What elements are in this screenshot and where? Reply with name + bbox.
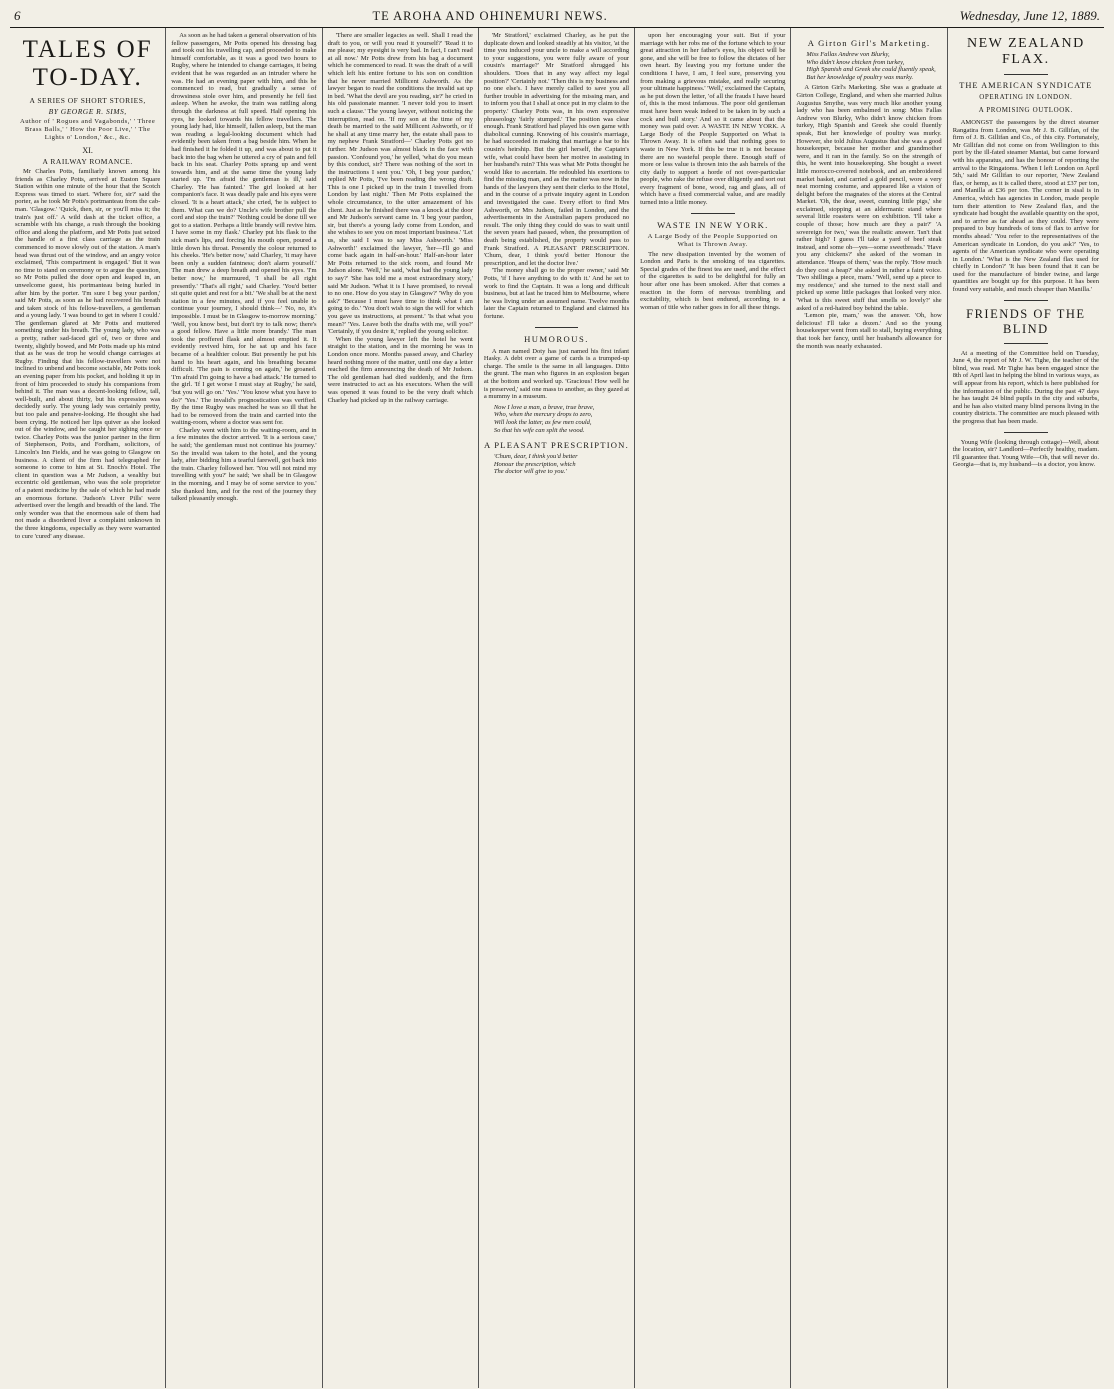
story-text-col3-more: When the young lawyer left the hotel he went straight to the station, and in the morning he was in London once more. Months passed away, and Charley heard nothing more of the matter, until one day a letter reached the firm announcing the death of Mr Judson. The old gentleman had died suddenly, and the firm were instructed to act as his executors. When the will was opened it was found to be the very draft which Charley had picked up in the railway carriage. — [327, 335, 473, 404]
divider — [1004, 343, 1048, 344]
columns — [10, 28, 1104, 1388]
paper-title: TE AROHA AND OHINEMURI NEWS. — [372, 9, 608, 23]
divider — [1004, 74, 1048, 75]
story-text-col4: 'Mr Stratford,' exclaimed Charley, as he put the duplicate down and looked steadily at his visitor, 'at the time you induced your uncle to make a will according to your suggestions, you were fully aware of your cousin's marriage?' Mr Stratford shrugged his shoulders. 'Does that in any way affect my legal position?' 'Certainly not.' 'Then this is my business and no one else's. I have merely called to save you all further trouble in advertising for the missing man, and to inform you that I shall at once put in my claim to the property.' Charley Potts was, in his own expressive phraseology 'fairly stumped.' The position was clear enough. Frank Stratford had played his own game with diabolical cunning. Knowing of his cousin's marriage, he had succeeded in making that marriage a bar to his cousin's heirship. But the girl herself, the Captain's wife, what could have been her motive in assisting in her husband's ruin? This was what Mr Potts thought he would like to ascertain. He redoubled his exertions to find the missing man, and as the matter was now in the hands of the lawyers they sent their clerks to the Hotel, and in the course of a private inquiry agent in London and investigated the case. Every effort to find Mrs Ashworth, or Mrs Judson, failed in London, and the advertisements in the Australian papers produced no result. The only thing they could do was to wait until the seven years had passed, when, the presumption of death being established, the property would pass to Frank Stratford. A PLEASANT PRESCRIPTION. 'Chum, dear, I think you'd better Honour the prescription, and let the doctor live.' — [483, 32, 630, 267]
waste-heading: WASTE IN NEW YORK. — [657, 219, 769, 230]
girton-text: A Girton Girl's Marketing. She was a graduate at Girton College, England, and when she married Julius Augustus Smythe, was very much like another young lady who has been embalmed in song: Miss Fallas Andrew von Blurky, Who didn't know chicken from turkey, High Spanish and Greek she could fluently speak, But her knowledge of poultry was murky. However, she told Julius Augustus that she was a good housekeeper, because her mother and grandmother were, and it ran in the family. So on the strength of this, he went into housekeeping. She bought a sweet little morocco-covered notebook, and an embroidered market basket, and carried a gold pencil, wore a very neat morning costume, and appeared like a vision of delight before the magnates of the stores at the Central Market. 'Oh, the dear, sweet, cunning little pigs,' she exclaimed, stopping at an aldermanic stand where several little roasters were on exhibition. 'I'll take a couple of those; how much are they a pair?' 'A sovereign for two,' was the realistic answer. 'Isn't that rather high? I guess I'll take a yard of beef steak instead, and some oh—yes—some sweetbreads.' 'Have you any chickens?' she asked of the woman in attendance. 'Heaps of them,' was the reply. 'How much do they cost a heap?' she asked in rather a faint voice. 'Two shillings a piece, mam.' 'Well, send up a piece to my residence,' and she turned to the next stall and picked up some little packages that looked very nice. 'What is this sweet stuff that smells so lovely?' she asked of a red-haired boy behind the table. — [796, 84, 942, 312]
girton-heading: A Girton Girl's Marketing. — [807, 38, 931, 48]
friends-blind-heading: FRIENDS OF THE BLIND — [966, 306, 1086, 336]
tales-author-note: Author of ' Rogues and Vagabonds,' ' Three Brass Balls,' ' How the Poor Live,' ' The Lights o' London,' &c., &c. — [19, 118, 156, 141]
humorous-text: A man named Doty has just named his first infant Hasky. A debt over a game of cards is a trumped-up charge. The smile is the same in all languages. Ditto the grunt. The man who figures in an explosion began at the bottom and worked up. 'Gracious! How well he is preserved,' said one mass to another, as they gazed at a mummy in a museum. — [483, 347, 630, 401]
column-2 — [166, 28, 322, 1388]
chapter-title: A RAILWAY ROMANCE. — [42, 157, 133, 166]
divider — [1004, 300, 1048, 301]
girton-verse: Miss Fallas Andrew von Blurky, Who didn't know chicken from turkey, High Spanish and Greek she could fluently speak, But her knowledge of poultry was murky. — [806, 51, 936, 81]
tales-series: A SERIES OF SHORT STORIES, — [29, 96, 146, 105]
column-5 — [635, 28, 791, 1388]
column-7 — [948, 28, 1104, 1388]
nz-flax-sub1: THE AMERICAN SYNDICATE — [959, 81, 1093, 90]
story-text-col5: upon her encouraging your suit. But if your marriage with her robs me of the fortune which to your great attraction in her father's eyes, his object will be gone, and she will be free to follow the dictates of her own heart. By leaving you my fortune under the conditions I have, I am, I feel sure, preserving you from making a grievous mistake, and really securing your ultimate happiness.' 'Well,' exclaimed the Captain, as he put down the letter, 'of all the frauds I have heard of, this is the most infamous. The poor old gentleman must have been weak indeed to be taken in by such a cock and bull story.' And so it came about that the money was paid over. A WASTE IN NEW YORK. A Large Body of the People Supported on What is Thrown Away. It is often said that nothing goes to waste in New York. If this be true it is not because there are no wasteful people there. Enough stuff of more or less value is thrown into the ash barrels of the city daily to support a horde of not over-particular people, who rake the refuse over diligently and sort out every fragment of bone, wood, rag and glass, all of which have a fixed commercial value, and are readily turned into a little money. — [640, 32, 786, 207]
tales-title: TALES OF TO-DAY. — [22, 36, 153, 91]
divider — [1004, 432, 1048, 433]
nz-flax-sub3: A PROMISING OUTLOOK. — [978, 106, 1073, 114]
story-text-col2-more: Charley went with him to the waiting-room, and in a few minutes the doctor arrived. 'It is a serious case,' he said; 'the gentleman must not continue his journey.' So the invalid was taken to the hotel, and the young lady, after bidding him a tearful farewell, got back into the train. Charley followed her. 'You will not mind my travelling with you?' he said; 'we shall be in Glasgow in the morning, and I may be of some service to you.' She thanked him, and for the rest of the journey they talked pleasantly enough. — [171, 426, 317, 503]
story-text-col4-more: 'The money shall go to the proper owner,' said Mr Potts, 'if I have anything to do with it.' And he set to work to find the Captain. It was a long and difficult business, but at last he traced him to Melbourne, where he was living under an assumed name. Twelve months later the Captain returned to England and claimed his fortune. — [483, 267, 630, 320]
story-text-col2: As soon as he had taken a general observation of his fellow passengers, Mr Potts opened his dressing bag and took out his travelling cap, and proceeded to make himself comfortable, as it was a good two hours to Rugby, where he intended to change carriages, it being evident that he was regarded as an intruder where he was. He had an evening paper with him, and this he commenced to read, but gradually a sense of drowsiness stole over him, and presently he fell fast asleep. When he awoke, the train was rattling along through the darkness at full speed. Half opening his eyes, he looked towards his fellow travellers. The young lady had, like himself, fallen asleep, but the man was reading a legal-looking document which had evidently been taken from a bag beside him. When he had finished it he folded it up, and was about to put it back into the bag when he uttered a cry of pain and fell back in his seat. Charley Potts sprang up and went towards him, and at the same time the young lady started up. 'I'm afraid the gentleman is ill,' said Charley. 'He has fainted.' The girl looked at her companion's face. It was deadly pale and his eyes were closed. 'It is a heart attack,' she cried, 'he is subject to them. What can we do? Uncle's wife brother pull the cord and stop the train?' 'Nothing could be done till we got to a station. Perhaps a little brandy will revive him. I have some in my flask.' Charley put his flask to the sick man's lips, and forcing his mouth open, poured a little down his throat. Presently the colour returned to his cheeks. 'He's better now,' said Charley, 'it may have been only a sudden faintness; don't alarm yourself.' The man drew a deep breath and opened his eyes. 'I'm better now,' he murmured, 'I shall be all right presently.' 'That's all right,' said Charley. 'You'd better sit quite quiet and rest for a bit.' 'We shall be at the next station in a few minutes, and if you feel unable to continue your journey, I should think—' 'No, no, it's impossible. I must be in Glasgow to-morrow morning.' 'Well, you know best, but don't try to talk now; there's a good fellow. Have a little more brandy.' The man took the proffered flask and almost emptied it. It evidently revived him, for he sat up and his face became of a healthier colour. But presently he put his hand to his heart again, and his breathing became difficult. 'The pain is coming on again,' he groaned. 'I'm afraid I'm going to have a bad attack.' He turned to the girl. 'If I get worse I must stay at Rugby,' he said, 'but you will go on.' 'Yes.' 'You know what you have to do?' 'Yes.' The invalid's prognostication was verified. By the time Rugby was reached he was so ill that he had to be removed from the train and carried into the waiting-room, where a doctor was sent for. — [171, 32, 317, 427]
humorous-verse: Now I love a man, a brave, true brave, Who, when the mercury drops to zero, Will look the latter, as few men could, So that his wife can split the wood. — [493, 403, 595, 434]
waste-text-more: The new dissipation invented by the women of London and Paris is the smoking of tea cigarettes. Special grades of the finest tea are used, and the effect of the cigarettes is said to be delightful for fully an hour after one has been smoked. After that comes a reaction in the form of nervous trembling and excitability, which is best endured, according to a woman of title who rather goes in for all these things. — [640, 250, 786, 311]
pleasant-prescription-verse: 'Chum, dear, I think you'd better Honour the prescription, which The doctor will give to you.' — [493, 453, 578, 476]
nz-flax-sub2: OPERATING IN LONDON. — [979, 93, 1073, 101]
pleasant-prescription-heading: A PLEASANT PRESCRIPTION. — [484, 440, 629, 451]
issue-date: Wednesday, June 12, 1889. — [959, 8, 1100, 23]
nz-flax-text: AMONGST the passengers by the direct steamer Rangatira from London, was Mr J. B. Gillifan, of the firm of J. B. Gillifan and Co., of this city. Fortunately, Mr Gillifan did not come on from Wellington to this port by the ill-fated steamer Mantai, but came forward with his apparatus, and has the honour of reporting the arrival to the Ringatoms. 'When I left London on April 5th,' said Mr Gillifan to our reporter, 'New Zealand flax, or hemp, as it is called there, stood at £37 per ton, and Manilla at £36 per ton. The corner in sisal is in America, which has agencies in London, made people turn their attention to New Zealand flax, and the syndicate had bought the available quantity on the spot, and to arrive as far ahead as they could. They were prepared to buy hundreds of tons of flax to arrive for months ahead.' 'You refer to the representatives of the American syndicate in London, do you ask?' 'Yes, to agents of the American syndicate who were operating in London.' 'What is the New Zealand flax used for chiefly in London?' 'It has been found that it can be used for the manufacture of binder twine, and large quantities are bought up for this purpose. It has been found very suitable, and much cheaper than Manilla.' — [952, 119, 1099, 294]
waste-subheading: A Large Body of the People Supported on What is Thrown Away. — [647, 232, 778, 248]
story-text-col1: Mr Charles Potts, familiarly known among his friends as Charley Potts, arrived at Euston Square Station within one minute of the hour that the Scotch Express was timed to start. 'Where for, sir?' said the porter, as he took Mr Potts's portmanteau from the cab-man. 'Glasgow.' 'Quick, then, sir, or you'll miss it; the train's just off.' A wild dash at the ticket office, a scramble with his change, a rush through the booking office and along the platform, and Mr Potts just seized the handle of a first class carriage as the train commenced to move slowly out of the station. A man's head was thrust out of the window, and an angry voice exclaimed, 'This compartment is engaged.' But it was no time to stand on ceremony or to argue the question, so Mr Potts pulled the door open and leaped in, an unwelcome guest, his portmanteau being hurled in after him by the porter. 'I'm sure I beg your pardon,' said Mr Potts, as soon as he had recovered his breath and taken stock of his fellow-travellers, a gentleman and a young lady. 'I was bound to get in where I could.' The gentleman glared at Mr Potts and muttered something under his breath. The young lady, who was a pretty, rather sad-faced girl of, two or three and twenty, slightly bowed, and Mr Potts made up his mind that as he was de trop he would change carriages at Rugby. Finding that his fellow-travellers were not inclined to unbend and become sociable, Mr Potts took an evening paper from his pocket, and holding it up in front of him proceeded to study his companions from behind it. The man was a decent-looking fellow, tall, well-built, and about thirty, but his expression was decidedly surly. The young lady was certainly pretty, but too pale and pensive-looking. He thought she had been crying. He noticed her lips quiver as she looked out of the window, and he caught her sighing once or twice. Charley Potts was the junior partner in the firm of Stephenson, Potts, and Fordham, solicitors, of Lincoln's Inn Fields, and he was going to Glasgow on business. A client of the firm had telegraphed for someone to come to him at St. Enoch's Hotel. The client in question was a Mr Judson, a wealthy but eccentric old gentleman, who was the sole proprietor of a patent medicine by the sale of which he had made an enormous fortune. 'Judson's Liver Pills' were advertised over the length and breadth of the land. The only wonder was that the enormous sale of them had not made a disordered liver a complaint unknown in the three kingdoms, especially as they were warranted to cure 'cured' any disease. — [15, 168, 161, 540]
friends-blind-text: At a meeting of the Committee held on Tuesday, June 4, the report of Mr J. W. Tighe, the teacher of the blind, was read. Mr Tighe has been engaged since the 8th of April last in helping the blind in various ways, as will appear from his report, which is here published for the information of the public. During the past 47 days he has taught 24 blind pupils in the city and suburbs, and he has also visited many blind persons living in the country districts. The committee are much pleased with the progress that has been made. — [952, 349, 1099, 425]
story-text-col3: 'There are smaller legacies as well. Shall I read the draft to you, or will you read it yourself?' 'Read it to me please; my eyesight is very bad. In fact, I can't read at all now.' Mr Potts drew from his bag a document which he commenced to read. It was the draft of a will which left his entire fortune to his son on condition that he never married Millicent Ashworth. As the lawyer began to read the conditions the invalid sat up in bed. 'What the devil are you reading, sir?' he cried in his old passionate manner. 'I never told you to insert such a clause.' The young lawyer, without noticing the interruption, read on. 'If my son at the time of my death be married to the said Millicent Ashworth, or if he shall at any time marry her, the estate shall pass to my nephew Frank Stratford—' Charley Potts got no further. Mr Judson was almost black in the face with passion. 'Confound you,' he yelled, 'what do you mean by this conduct, sir? There was nothing of the sort in the instructions I sent you.' 'Oh, I beg your pardon,' replied Mr Potts, 'I've been reading the wrong draft. This is one I picked up in the train I travelled from London by last night.' Then Mr Potts explained the whole circumstance, to the utter amazement of his client. Just as he finished there was a knock at the door and Mr Judson's servant came in. 'I beg your pardon, sir, but there's a young lady come from London, and she wishes to see you on most important business.' 'Let us, she said I was to say Miss Ashworth.' 'Miss Ashworth!' exclaimed the lawyer, 'her—I'll go and come back again in half-an-hour.' Half-an-hour later Mr Potts returned to the sick room, and found Mr Judson alone. 'Well,' he said, 'what had the young lady to say?' 'She has told me a most extraordinary story,' said Mr Judson. 'What it is I have promised, to reveal to no one. How do you stay in Glasgow?' 'Why do you ask?' 'Because I must have time to think what I am going to do.' 'You don't wish to sign the will for which you gave us instructions, at present.' 'Is that what you mean?' 'Yes. Leave both the drafts with me, will you?' 'Certainly, if you desire it,' replied the young solicitor. — [327, 32, 473, 336]
humorous-heading: HUMOROUS. — [524, 333, 589, 344]
nz-flax-heading: NEW ZEALAND FLAX. — [966, 36, 1085, 67]
chapter-number: XI. — [82, 146, 93, 155]
masthead — [10, 6, 1104, 28]
young-wife-joke: Young Wife (looking through cottage)—Well, about the location, sir? Landlord—Perfectly healthy, madam. I'll guarantee that. Young Wife—Oh, that will never do. Georgia—that is, my husband—is a doctor, you know. — [952, 438, 1099, 469]
column-4 — [479, 28, 635, 1388]
page-number: 6 — [14, 8, 21, 23]
divider — [535, 327, 579, 328]
girton-text-more: 'Lemon pie, mam,' was the answer. 'Oh, how delicious! I'll take a dozen.' And so the young housekeeper went from stall to stall, buying everything that took her fancy, until her husband's allowance for the month was nearly exhausted. — [796, 312, 942, 350]
divider — [691, 213, 735, 214]
tales-byline: BY GEORGE R. SIMS, — [48, 107, 127, 116]
column-3 — [323, 28, 479, 1388]
column-1 — [10, 28, 166, 1388]
column-6 — [791, 28, 947, 1388]
